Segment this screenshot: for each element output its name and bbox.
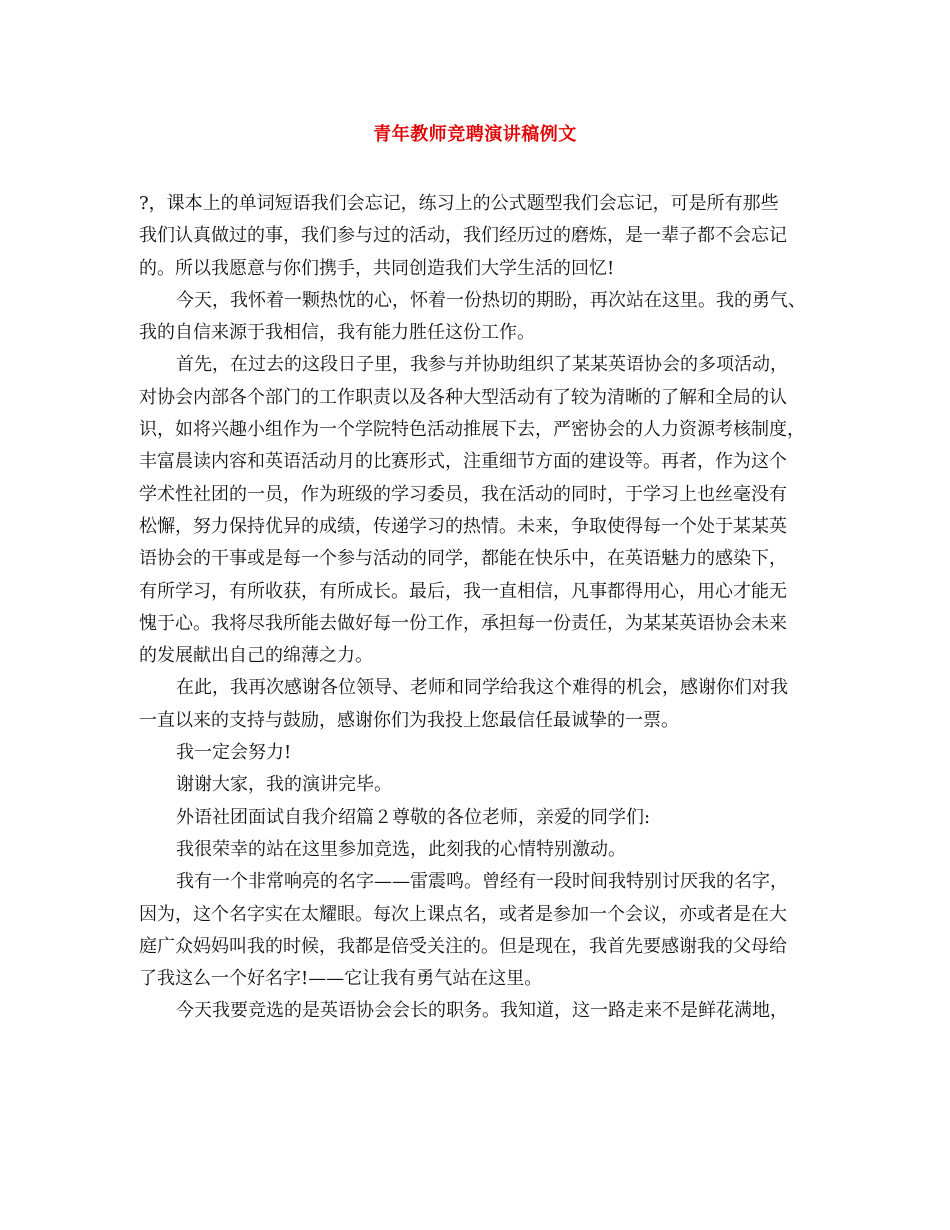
text-line: ?，课本上的单词短语我们会忘记，练习上的公式题型我们会忘记，可是所有那些	[139, 193, 779, 214]
document-body	[139, 188, 819, 1028]
text-line: 在此，我再次感谢各位领导、老师和同学给我这个难得的机会，感谢你们对我	[176, 677, 788, 699]
text-line: 外语社团面试自我介绍篇２尊敬的各位老师，亲爱的同学们:	[176, 806, 651, 828]
text-line: 松懈，努力保持优异的成绩，传递学习的热情。未来，争取使得每一个处于某某英	[139, 515, 787, 537]
text-line: 语协会的干事或是每一个参与活动的同学，都能在快乐中，在英语魅力的感染下，	[139, 548, 787, 570]
text-line: 丰富晨读内容和英语活动月的比赛形式，注重细节方面的建设等。再者，作为这个	[139, 451, 787, 473]
text-line: 我的自信来源于我相信，我有能力胜任这份工作。	[139, 322, 535, 344]
text-line: 的发展献出自己的绵薄之力。	[139, 645, 373, 667]
text-line: 我有一个非常响亮的名字——雷震鸣。曾经有一段时间我特别讨厌我的名字，	[176, 871, 788, 893]
text-line: 首先，在过去的这段日子里，我参与并协助组织了某某英语协会的多项活动，	[176, 354, 788, 376]
text-line: 谢谢大家，我的演讲完毕。	[176, 774, 392, 796]
text-line: 我很荣幸的站在这里参加竞选，此刻我的心情特别激动。	[176, 838, 626, 860]
text-line: 庭广众妈妈叫我的时候，我都是倍受关注的。但是现在，我首先要感谢我的父母给	[139, 935, 787, 957]
text-line: 对协会内部各个部门的工作职责以及各种大型活动有了较为清晰的了解和全局的认	[139, 386, 787, 408]
document-title: 青年教师竞聘演讲稿例文	[373, 124, 577, 145]
text-line: 了我这么一个好名字!——它让我有勇气站在这里。	[139, 968, 543, 990]
text-line: 我一定会努力!	[176, 742, 292, 764]
text-line: 学术性社团的一员，作为班级的学习委员，我在活动的同时，于学习上也丝毫没有	[139, 483, 787, 505]
text-line: 今天，我怀着一颗热忱的心，怀着一份热切的期盼，再次站在这里。我的勇气、	[176, 289, 806, 311]
text-line: 愧于心。我将尽我所能去做好每一份工作，承担每一份责任，为某某英语协会未来	[139, 612, 787, 634]
text-line: 有所学习，有所收获，有所成长。最后，我一直相信，凡事都得用心，用心才能无	[139, 580, 787, 602]
text-line: 的。所以我愿意与你们携手，共同创造我们大学生活的回忆!	[139, 257, 615, 279]
text-line: 识，如将兴趣小组作为一个学院特色活动推展下去，严密协会的人力资源考核制度，	[139, 419, 805, 441]
text-line: 因为，这个名字实在太耀眼。每次上课点名，或者是参加一个会议，亦或者是在大	[139, 903, 787, 925]
text-line: 今天我要竞选的是英语协会会长的职务。我知道，这一路走来不是鲜花满地，	[176, 1000, 788, 1022]
text-line: 我们认真做过的事，我们参与过的活动，我们经历过的磨炼，是一辈子都不会忘记	[139, 225, 787, 247]
text-line: 一直以来的支持与鼓励，感谢你们为我投上您最信任最诚挚的一票。	[139, 709, 679, 731]
